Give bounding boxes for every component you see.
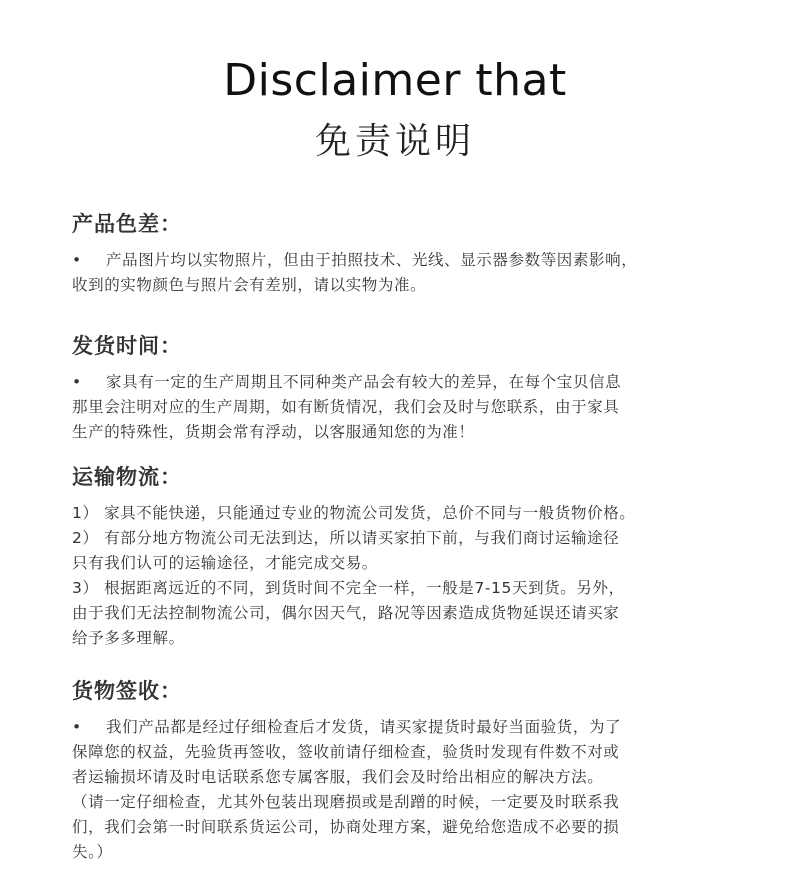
title-chinese: 免责说明 [314,121,475,162]
section-color-difference [72,210,722,298]
section-title-goods-receipt: 货物签收： [72,679,182,703]
paragraph-line: 只有我们认可的运输途径，才能完成交易。 [72,554,378,572]
bullet-icon: • [72,373,82,391]
title-english: Disclaimer that [223,55,567,106]
paragraph-line: （请一定仔细检查，尤其外包装出现磨损或是刮蹭的时候，一定要及时联系我 [72,793,620,811]
paragraph-line: 1） 家具不能快递，只能通过专业的物流公司发货，总价不同与一般货物价格。 [72,504,636,522]
line-text: 产品图片均以实物照片，但由于拍照技术、光线、显示器参数等因素影响， [106,251,638,269]
paragraph-line: 由于我们无法控制物流公司，偶尔因天气，路况等因素造成货物延误还请买家 [72,604,620,622]
paragraph-line: 给予多多理解。 [72,629,185,647]
paragraph-line [72,248,722,273]
paragraph-line: 2） 有部分地方物流公司无法到达，所以请买家拍下前，与我们商讨运输途径 [72,529,620,547]
paragraph-line: 保障您的权益，先验货再签收，签收前请仔细检查，验货时发现有件数不对或 [72,743,620,761]
section-body-goods-receipt [72,715,722,865]
paragraph-line [72,715,722,740]
paragraph-line: 那里会注明对应的生产周期，如有断货情况，我们会及时与您联系，由于家具 [72,398,620,416]
section-body-logistics [72,501,722,651]
section-logistics [72,463,722,651]
section-shipping-time [72,332,722,445]
line-text: 我们产品都是经过仔细检查后才发货，请买家提货时最好当面验货，为了 [106,718,622,736]
bullet-icon: • [72,251,82,269]
section-body-color-difference [72,248,722,298]
paragraph-line: 3） 根据距离远近的不同，到货时间不完全一样，一般是7-15天到货。另外， [72,579,625,597]
paragraph-line: 收到的实物颜色与照片会有差别，请以实物为准。 [72,276,427,294]
section-goods-receipt [72,677,722,865]
bullet-icon: • [72,718,82,736]
section-body-shipping-time [72,370,722,445]
paragraph-line: 失。） [72,843,113,861]
paragraph-line [72,370,722,395]
paragraph-line: 们，我们会第一时间联系货运公司，协商处理方案，避免给您造成不必要的损 [72,818,620,836]
line-text: 家具有一定的生产周期且不同种类产品会有较大的差异，在每个宝贝信息 [106,373,622,391]
section-title-logistics: 运输物流： [72,465,182,489]
section-title-color-difference: 产品色差： [72,212,182,236]
section-title-shipping-time: 发货时间： [72,334,182,358]
paragraph-line: 生产的特殊性，货期会常有浮动，以客服通知您的为准！ [72,423,475,441]
paragraph-line: 者运输损坏请及时电话联系您专属客服，我们会及时给出相应的解决方法。 [72,768,604,786]
